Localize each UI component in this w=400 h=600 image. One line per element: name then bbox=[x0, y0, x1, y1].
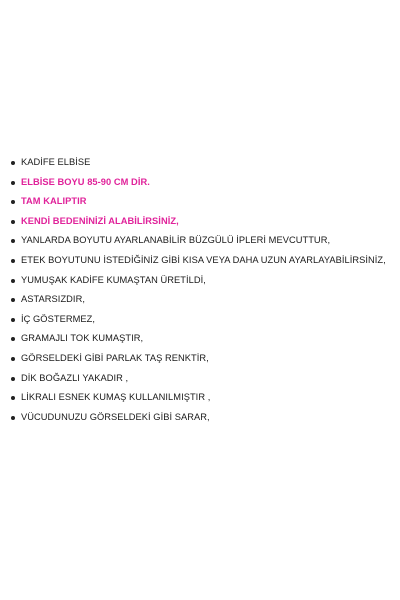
bullet-icon bbox=[11, 239, 15, 243]
bullet-icon bbox=[11, 161, 15, 165]
bullet-icon bbox=[11, 200, 15, 204]
feature-text: DİK BOĞAZLI YAKADIR , bbox=[21, 372, 129, 383]
bullet-icon bbox=[11, 220, 15, 224]
feature-text: GÖRSELDEKİ GİBİ PARLAK TAŞ RENKTİR, bbox=[21, 352, 209, 363]
list-item bbox=[11, 271, 396, 291]
feature-text: TAM KALIPTIR bbox=[21, 196, 87, 207]
feature-text: KENDİ BEDENİNİZİ ALABİLİRSİNİZ, bbox=[21, 215, 179, 226]
bullet-icon bbox=[11, 337, 15, 341]
feature-text: YUMUŞAK KADİFE KUMAŞTAN ÜRETİLDİ, bbox=[21, 274, 206, 285]
bullet-icon bbox=[11, 377, 15, 381]
bullet-icon bbox=[11, 416, 15, 420]
list-item bbox=[11, 251, 396, 271]
feature-text: İÇ GÖSTERMEZ, bbox=[21, 313, 95, 324]
list-item bbox=[11, 173, 396, 193]
list-item bbox=[11, 153, 396, 173]
feature-text: KADİFE ELBİSE bbox=[21, 157, 91, 167]
bullet-icon bbox=[11, 279, 15, 283]
feature-text: ETEK BOYUTUNU İSTEDİĞİNİZ GİBİ KISA VEYA DAHA UZUN AYARLAYABİLİRSİNİZ, bbox=[21, 254, 386, 265]
feature-text: VÜCUDUNUZU GÖRSELDEKİ GİBİ SARAR, bbox=[21, 411, 210, 422]
bullet-icon bbox=[11, 259, 15, 263]
feature-text: YANLARDA BOYUTU AYARLANABİLİR BÜZGÜLÜ İPLERİ MEVCUTTUR, bbox=[21, 235, 331, 246]
feature-text: GRAMAJLI TOK KUMAŞTIR, bbox=[21, 333, 144, 344]
list-item bbox=[11, 290, 396, 310]
feature-list bbox=[11, 153, 396, 427]
feature-text: ELBİSE BOYU 85-90 CM DİR. bbox=[21, 176, 150, 187]
bullet-icon bbox=[11, 357, 15, 361]
list-item bbox=[11, 192, 396, 212]
bullet-icon bbox=[11, 318, 15, 322]
list-item bbox=[11, 310, 396, 330]
list-item bbox=[11, 408, 396, 428]
list-item bbox=[11, 212, 396, 232]
feature-text: LİKRALI ESNEK KUMAŞ KULLANILMIŞTIR , bbox=[21, 392, 211, 403]
list-item bbox=[11, 329, 396, 349]
feature-text: ASTARSIZDIR, bbox=[21, 294, 85, 305]
bullet-icon bbox=[11, 396, 15, 400]
list-item bbox=[11, 388, 396, 408]
bullet-icon bbox=[11, 298, 15, 302]
list-item bbox=[11, 369, 396, 389]
list-item bbox=[11, 231, 396, 251]
list-item bbox=[11, 349, 396, 369]
bullet-icon bbox=[11, 181, 15, 185]
